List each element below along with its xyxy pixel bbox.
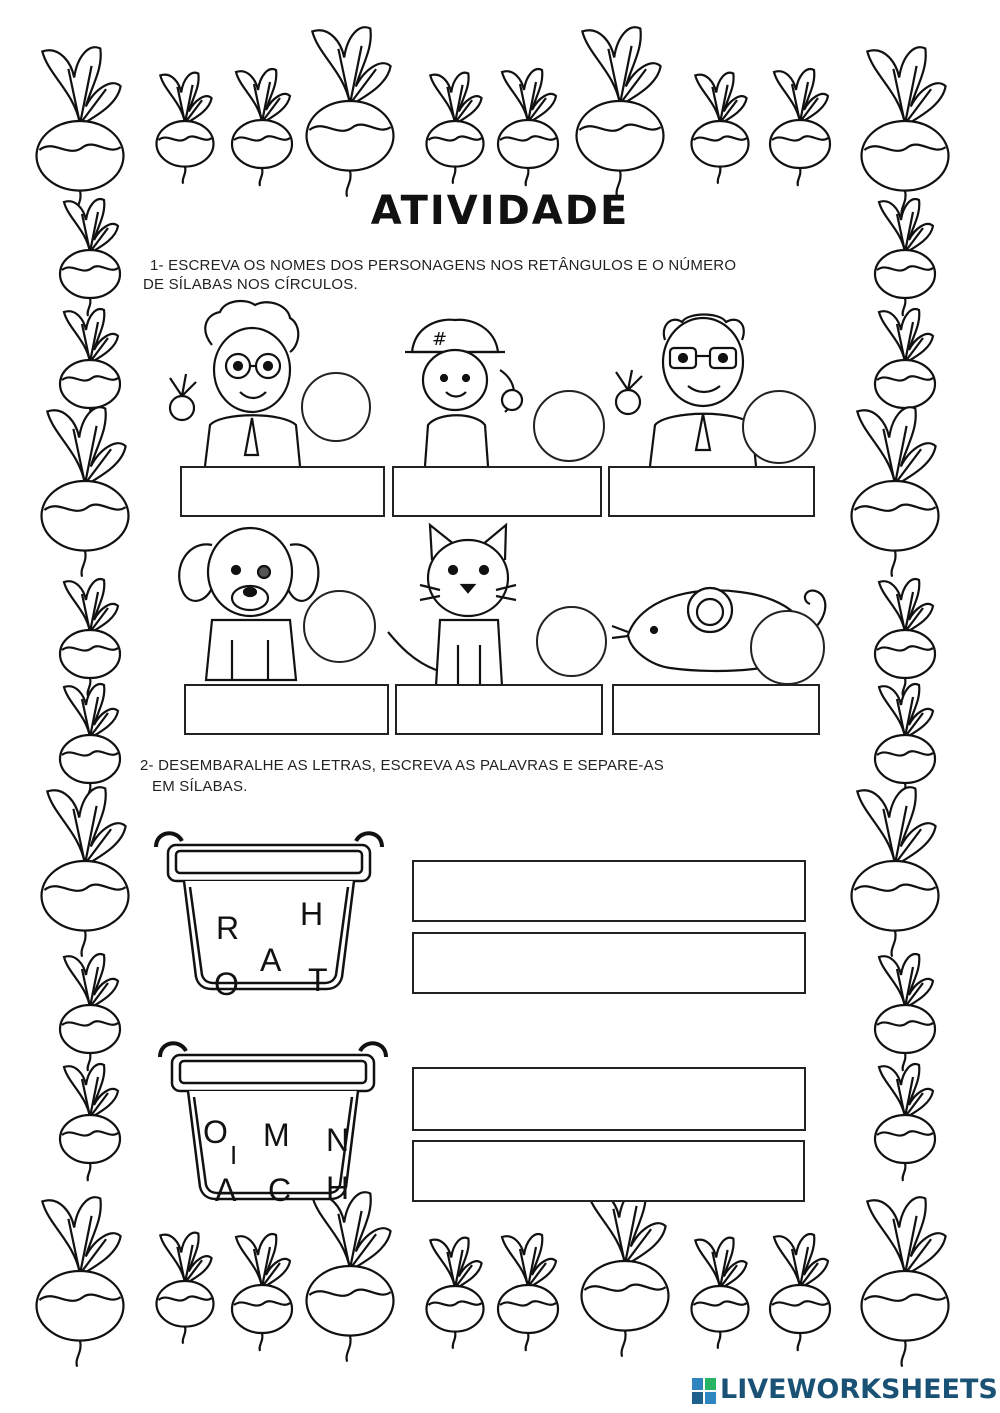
basket1-letter: T: [308, 962, 328, 998]
basket2-letter: O: [203, 1114, 228, 1150]
q2-instruction-line1: 2- DESEMBARALHE AS LETRAS, ESCREVA AS PALAVRAS E SEPARE-AS: [140, 757, 665, 774]
liveworksheets-brand: LIVEWORKSHEETS: [720, 1374, 998, 1405]
syllable-box-2[interactable]: [412, 1140, 805, 1202]
basket2-letter: M: [263, 1117, 290, 1153]
basket2-letter: N: [326, 1122, 350, 1158]
liveworksheets-logo-icon: [692, 1378, 716, 1404]
q1-instruction-line2: DE SÍLABAS NOS CÍRCULOS.: [143, 276, 358, 293]
page-title: ATIVIDADE: [370, 188, 630, 234]
svg-text:#: #: [432, 329, 448, 350]
basket1-letter: R: [216, 910, 240, 946]
basket2-letter: C: [268, 1172, 292, 1208]
q2-instruction-line2: EM SÍLABAS.: [152, 778, 248, 795]
basket1-letter: A: [260, 942, 282, 978]
word-box-1[interactable]: [412, 860, 806, 922]
basket1-letter: O: [214, 966, 239, 1002]
basket2-letter: H: [326, 1170, 350, 1206]
syllable-box-1[interactable]: [412, 932, 806, 994]
q1-instruction-line1: 1- ESCREVA OS NOMES DOS PERSONAGENS NOS RETÂNGULOS E O NÚMERO: [150, 257, 737, 274]
word-box-2[interactable]: [412, 1067, 806, 1131]
basket2-letter: I: [230, 1140, 238, 1170]
basket1-letter: H: [300, 896, 324, 932]
basket2-letter: A: [215, 1172, 237, 1208]
